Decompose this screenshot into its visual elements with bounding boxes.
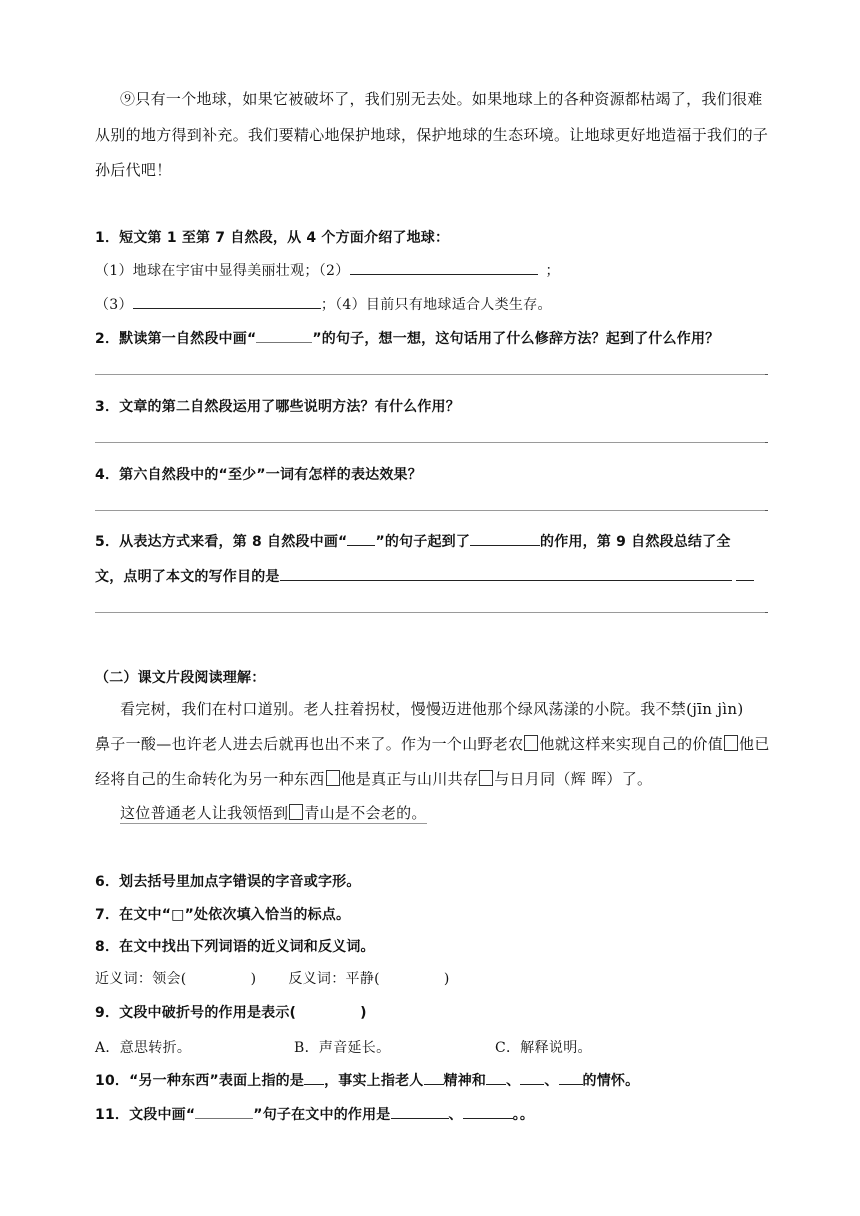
- question-11-blank-2[interactable]: [463, 1104, 513, 1119]
- passage-line-4: [120, 802, 427, 823]
- question-10-blank-1[interactable]: [304, 1070, 324, 1085]
- question-8-antonym-close: ): [443, 971, 450, 987]
- question-1-semicolon: ；: [545, 263, 560, 279]
- passage-line-4a: 这位普通老人让我领悟到: [120, 804, 289, 822]
- question-3: 3．文章的第二自然段运用了哪些说明方法？有什么作用？: [95, 399, 460, 415]
- question-7: 7．在文中“□”处依次填入恰当的标点。: [95, 907, 351, 923]
- punctuation-box-2[interactable]: [724, 735, 738, 751]
- question-10-part-4: 的情怀。: [582, 1073, 640, 1089]
- question-10-blank-5[interactable]: [559, 1070, 583, 1085]
- question-1-title: 1．短文第 1 至第 7 自然段，从 4 个方面介绍了地球：: [95, 230, 450, 246]
- question-11: [95, 1104, 534, 1124]
- question-2-underline-sample: [256, 330, 312, 343]
- question-5-part-3: 的作用，第 9 自然段总结了全: [540, 534, 731, 550]
- question-10: [95, 1070, 639, 1090]
- option-a[interactable]: A．意思转折。: [95, 1040, 192, 1056]
- question-5-blank-purpose[interactable]: [280, 566, 732, 581]
- question-10-blank-4[interactable]: [520, 1070, 544, 1085]
- punctuation-box-5[interactable]: [289, 804, 303, 820]
- question-5-part-4: 文，点明了本文的写作目的是: [95, 569, 280, 585]
- question-5-line-2: [95, 566, 754, 586]
- question-1-answer-line-2: [95, 294, 552, 314]
- question-5-part-2: ”的句子起到了: [375, 534, 471, 550]
- question-11-blank-1[interactable]: [391, 1104, 449, 1119]
- passage-line-2b: 他就这样来实现自己的价值: [539, 735, 724, 753]
- paragraph-9-line-3: 孙后代吧！: [95, 161, 172, 179]
- question-10-part-2: ，事实上指老人: [324, 1073, 424, 1089]
- question-3-answer-line[interactable]: [95, 442, 765, 443]
- question-1-blank-2[interactable]: [350, 260, 538, 275]
- question-8-synonym-label: 近义词：领会(: [95, 971, 187, 987]
- question-2-prefix: 2．默读第一自然段中画“: [95, 331, 257, 347]
- question-1-item-1: （1）地球在宇宙中显得美丽壮观；（2）: [95, 263, 350, 279]
- question-8-antonym-label: 反义词：平静(: [288, 971, 380, 987]
- question-4: 4．第六自然段中的“至少”一词有怎样的表达效果？: [95, 467, 422, 483]
- passage-line-2: [95, 733, 770, 754]
- question-8-synonym-close: ): [250, 971, 257, 987]
- question-11-end: 。。: [512, 1107, 535, 1123]
- question-2-answer-line[interactable]: [95, 374, 765, 375]
- punctuation-box-3[interactable]: [326, 770, 340, 786]
- question-11-separator: 、: [448, 1107, 463, 1123]
- option-c[interactable]: C．解释说明。: [495, 1040, 592, 1056]
- punctuation-box-4[interactable]: [479, 770, 493, 786]
- question-11-part-2: ”句子在文中的作用是: [253, 1107, 391, 1123]
- paragraph-9-line-2: 从别的地方得到补充。我们要精心地保护地球，保护地球的生态环境。让地球更好地造福于我们的子: [95, 126, 769, 144]
- question-2: [95, 328, 719, 348]
- question-1-item-3-label: （3）: [95, 297, 133, 313]
- passage-line-2c: 他已: [739, 735, 770, 753]
- question-9-text: 9．文段中破折号的作用是表示(: [95, 1005, 297, 1021]
- question-10-part-1: 10．“另一种东西”表面上指的是: [95, 1073, 305, 1089]
- question-1-answer-line-1: [95, 260, 560, 280]
- question-9-close: ): [360, 1005, 367, 1021]
- passage-line-3a: 经将自己的生命转化为另一种东西: [95, 770, 325, 788]
- question-10-separator-1: 、: [506, 1073, 521, 1089]
- question-10-blank-2[interactable]: [424, 1070, 444, 1085]
- passage-line-4b: 青山是不会老的。: [304, 804, 427, 822]
- question-5-part-1: 5．从表达方式来看，第 8 自然段中画“: [95, 534, 348, 550]
- punctuation-box-1[interactable]: [524, 735, 538, 751]
- paragraph-9-line-1: ⑨只有一个地球，如果它被破坏了，我们别无去处。如果地球上的各种资源都枯竭了，我们很难: [120, 90, 763, 108]
- option-b[interactable]: B．声音延长。: [294, 1040, 391, 1056]
- question-8: 8．在文中找出下列词语的近义词和反义词。: [95, 939, 375, 955]
- question-4-answer-line[interactable]: [95, 510, 765, 511]
- question-11-underline-sample: [195, 1106, 253, 1119]
- question-10-blank-3[interactable]: [486, 1070, 506, 1085]
- question-1-blank-3[interactable]: [133, 294, 321, 309]
- passage-line-3b: 他是真正与山川共存: [340, 770, 479, 788]
- question-5-answer-line[interactable]: [95, 612, 765, 613]
- question-2-suffix: ”的句子，想一想，这句话用了什么修辞方法？起到了什么作用？: [312, 331, 720, 347]
- question-5-underline-sample: [347, 531, 375, 546]
- question-5-line-1: [95, 531, 731, 551]
- passage-line-3c: 与日月同（辉 晖）了。: [494, 770, 653, 788]
- passage-line-1: 看完树，我们在村口道别。老人拄着拐杖，慢慢迈进他那个绿风荡漾的小院。我不禁(jīn jìn): [120, 700, 744, 718]
- question-11-part-1: 11．文段中画“: [95, 1107, 196, 1123]
- section-2-title: （二）课文片段阅读理解：: [95, 670, 266, 686]
- question-5-blank-function[interactable]: [470, 531, 540, 546]
- question-9: [95, 1002, 367, 1022]
- passage-line-3: [95, 768, 652, 789]
- question-10-part-3: 精神和: [443, 1073, 487, 1089]
- question-5-blank-end: [736, 566, 754, 581]
- question-10-separator-2: 、: [544, 1073, 559, 1089]
- question-1-item-4: ；（4）目前只有地球适合人类生存。: [320, 297, 552, 313]
- passage-underlined-sentence: [120, 804, 427, 824]
- passage-line-2a: 鼻子一酸—也许老人进去后就再也出不来了。作为一个山野老农: [95, 735, 524, 753]
- question-8-answers: [95, 968, 450, 988]
- question-6: 6．划去括号里加点字错误的字音或字形。: [95, 874, 361, 890]
